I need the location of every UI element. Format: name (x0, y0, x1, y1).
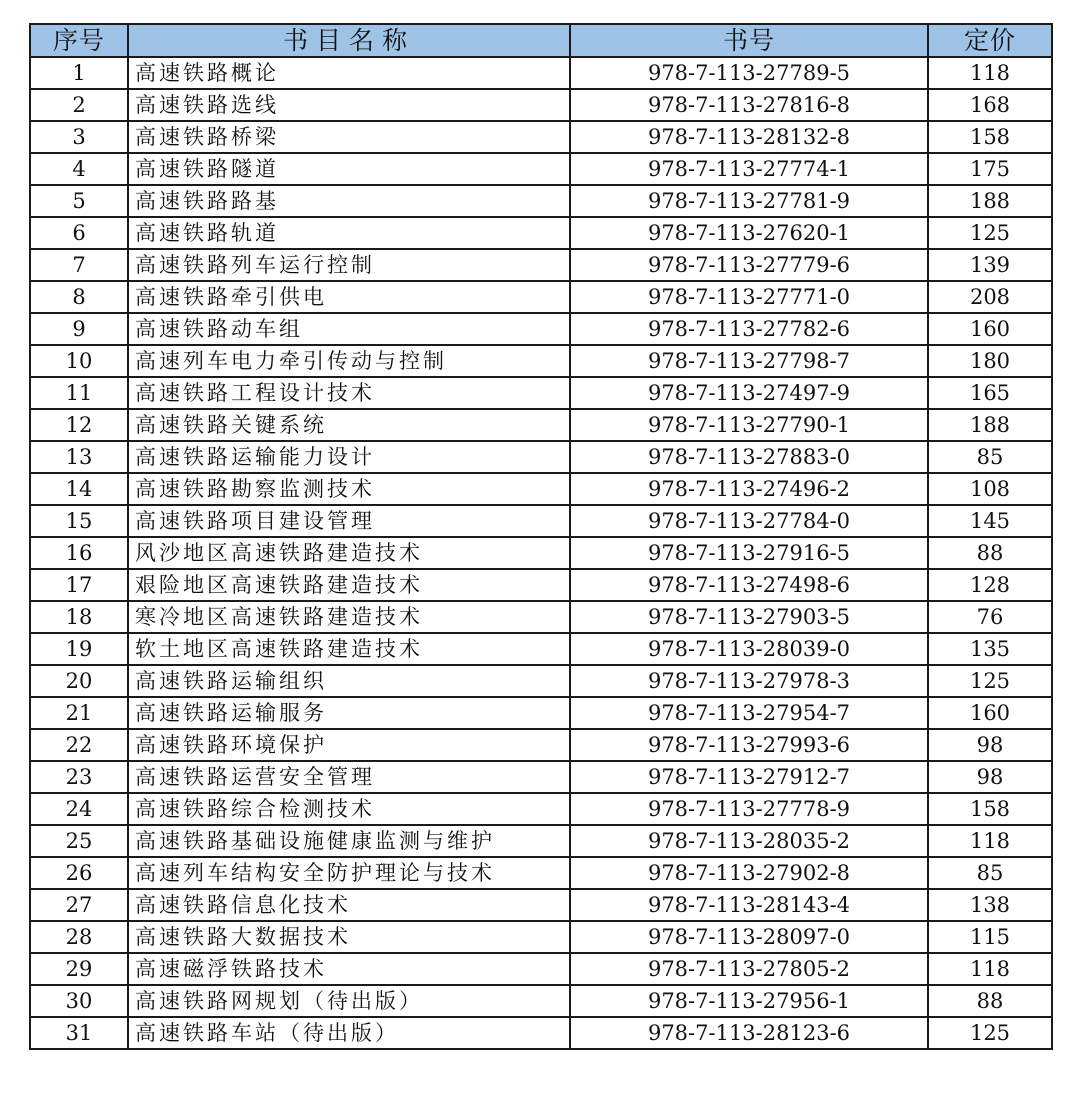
table-body (30, 57, 1052, 1049)
cell-title: 艰险地区高速铁路建造技术 (128, 569, 570, 601)
cell-title: 高速铁路大数据技术 (128, 921, 570, 953)
cell-isbn: 978-7-113-27781-9 (570, 185, 928, 217)
cell-no: 7 (30, 249, 128, 281)
cell-title: 高速铁路车站（待出版） (128, 1017, 570, 1049)
table-row (30, 185, 1052, 217)
cell-title: 高速铁路运输组织 (128, 665, 570, 697)
cell-price: 160 (928, 697, 1052, 729)
cell-isbn: 978-7-113-27774-1 (570, 153, 928, 185)
cell-isbn: 978-7-113-27912-7 (570, 761, 928, 793)
cell-no: 1 (30, 57, 128, 89)
cell-price: 76 (928, 601, 1052, 633)
cell-isbn: 978-7-113-28143-4 (570, 889, 928, 921)
cell-isbn: 978-7-113-28035-2 (570, 825, 928, 857)
table-row (30, 473, 1052, 505)
table-row (30, 281, 1052, 313)
cell-title: 高速铁路信息化技术 (128, 889, 570, 921)
cell-price: 98 (928, 729, 1052, 761)
table-row (30, 921, 1052, 953)
cell-price: 125 (928, 1017, 1052, 1049)
table-row (30, 633, 1052, 665)
header-no: 序号 (30, 24, 128, 57)
cell-title: 高速铁路勘察监测技术 (128, 473, 570, 505)
header-title: 书目名称 (128, 24, 570, 57)
cell-no: 31 (30, 1017, 128, 1049)
cell-title: 寒冷地区高速铁路建造技术 (128, 601, 570, 633)
cell-no: 11 (30, 377, 128, 409)
cell-price: 168 (928, 89, 1052, 121)
cell-isbn: 978-7-113-27916-5 (570, 537, 928, 569)
cell-no: 10 (30, 345, 128, 377)
cell-isbn: 978-7-113-27496-2 (570, 473, 928, 505)
table-row (30, 729, 1052, 761)
table-row (30, 569, 1052, 601)
cell-isbn: 978-7-113-27902-8 (570, 857, 928, 889)
table-row (30, 89, 1052, 121)
cell-isbn: 978-7-113-27784-0 (570, 505, 928, 537)
cell-no: 5 (30, 185, 128, 217)
table-row (30, 505, 1052, 537)
cell-price: 139 (928, 249, 1052, 281)
cell-isbn: 978-7-113-27805-2 (570, 953, 928, 985)
cell-price: 160 (928, 313, 1052, 345)
cell-title: 高速铁路运营安全管理 (128, 761, 570, 793)
cell-title: 软土地区高速铁路建造技术 (128, 633, 570, 665)
cell-no: 13 (30, 441, 128, 473)
cell-no: 23 (30, 761, 128, 793)
cell-no: 20 (30, 665, 128, 697)
book-list-table (29, 23, 1053, 1050)
cell-title: 高速铁路列车运行控制 (128, 249, 570, 281)
cell-no: 8 (30, 281, 128, 313)
table-row (30, 121, 1052, 153)
cell-price: 128 (928, 569, 1052, 601)
cell-isbn: 978-7-113-27790-1 (570, 409, 928, 441)
cell-title: 高速铁路运输服务 (128, 697, 570, 729)
cell-no: 25 (30, 825, 128, 857)
cell-isbn: 978-7-113-28132-8 (570, 121, 928, 153)
cell-price: 175 (928, 153, 1052, 185)
cell-no: 16 (30, 537, 128, 569)
table-row (30, 345, 1052, 377)
cell-no: 9 (30, 313, 128, 345)
table-row (30, 953, 1052, 985)
cell-no: 3 (30, 121, 128, 153)
cell-no: 27 (30, 889, 128, 921)
cell-price: 138 (928, 889, 1052, 921)
cell-no: 26 (30, 857, 128, 889)
table-row (30, 857, 1052, 889)
table-row (30, 697, 1052, 729)
table-row (30, 249, 1052, 281)
table-row (30, 57, 1052, 89)
cell-title: 高速铁路项目建设管理 (128, 505, 570, 537)
cell-no: 28 (30, 921, 128, 953)
table-row (30, 985, 1052, 1017)
cell-isbn: 978-7-113-27771-0 (570, 281, 928, 313)
cell-isbn: 978-7-113-27789-5 (570, 57, 928, 89)
cell-title: 高速铁路选线 (128, 89, 570, 121)
cell-title: 风沙地区高速铁路建造技术 (128, 537, 570, 569)
header-row (30, 24, 1052, 57)
cell-title: 高速铁路综合检测技术 (128, 793, 570, 825)
cell-no: 30 (30, 985, 128, 1017)
cell-price: 125 (928, 665, 1052, 697)
cell-no: 15 (30, 505, 128, 537)
table-row (30, 153, 1052, 185)
cell-isbn: 978-7-113-27816-8 (570, 89, 928, 121)
cell-title: 高速铁路运输能力设计 (128, 441, 570, 473)
table-row (30, 377, 1052, 409)
cell-isbn: 978-7-113-28123-6 (570, 1017, 928, 1049)
cell-price: 208 (928, 281, 1052, 313)
cell-title: 高速列车电力牵引传动与控制 (128, 345, 570, 377)
table-row (30, 313, 1052, 345)
cell-isbn: 978-7-113-27779-6 (570, 249, 928, 281)
cell-title: 高速铁路牵引供电 (128, 281, 570, 313)
cell-price: 88 (928, 985, 1052, 1017)
cell-title: 高速铁路关键系统 (128, 409, 570, 441)
cell-price: 180 (928, 345, 1052, 377)
cell-price: 108 (928, 473, 1052, 505)
header-isbn: 书号 (570, 24, 928, 57)
cell-price: 118 (928, 953, 1052, 985)
table-row (30, 601, 1052, 633)
cell-price: 158 (928, 121, 1052, 153)
cell-isbn: 978-7-113-28097-0 (570, 921, 928, 953)
cell-no: 29 (30, 953, 128, 985)
header-price: 定价 (928, 24, 1052, 57)
table-row (30, 217, 1052, 249)
table-row (30, 761, 1052, 793)
cell-isbn: 978-7-113-27956-1 (570, 985, 928, 1017)
table-row (30, 793, 1052, 825)
cell-isbn: 978-7-113-28039-0 (570, 633, 928, 665)
cell-title: 高速铁路工程设计技术 (128, 377, 570, 409)
cell-title: 高速铁路环境保护 (128, 729, 570, 761)
cell-isbn: 978-7-113-27993-6 (570, 729, 928, 761)
cell-title: 高速铁路路基 (128, 185, 570, 217)
cell-price: 118 (928, 57, 1052, 89)
table-row (30, 665, 1052, 697)
cell-price: 135 (928, 633, 1052, 665)
cell-no: 2 (30, 89, 128, 121)
cell-title: 高速铁路隧道 (128, 153, 570, 185)
cell-price: 85 (928, 441, 1052, 473)
cell-title: 高速铁路轨道 (128, 217, 570, 249)
table-row (30, 1017, 1052, 1049)
table-row (30, 537, 1052, 569)
cell-title: 高速铁路动车组 (128, 313, 570, 345)
cell-title: 高速列车结构安全防护理论与技术 (128, 857, 570, 889)
cell-price: 188 (928, 185, 1052, 217)
cell-isbn: 978-7-113-27498-6 (570, 569, 928, 601)
cell-no: 18 (30, 601, 128, 633)
cell-price: 158 (928, 793, 1052, 825)
cell-isbn: 978-7-113-27620-1 (570, 217, 928, 249)
cell-title: 高速铁路概论 (128, 57, 570, 89)
cell-title: 高速铁路桥梁 (128, 121, 570, 153)
cell-no: 21 (30, 697, 128, 729)
cell-price: 85 (928, 857, 1052, 889)
cell-title: 高速磁浮铁路技术 (128, 953, 570, 985)
cell-price: 88 (928, 537, 1052, 569)
cell-title: 高速铁路网规划（待出版） (128, 985, 570, 1017)
cell-isbn: 978-7-113-27782-6 (570, 313, 928, 345)
cell-price: 125 (928, 217, 1052, 249)
cell-isbn: 978-7-113-27883-0 (570, 441, 928, 473)
table-row (30, 825, 1052, 857)
cell-isbn: 978-7-113-27954-7 (570, 697, 928, 729)
cell-price: 115 (928, 921, 1052, 953)
table-row (30, 409, 1052, 441)
cell-no: 6 (30, 217, 128, 249)
cell-no: 24 (30, 793, 128, 825)
cell-isbn: 978-7-113-27903-5 (570, 601, 928, 633)
cell-no: 19 (30, 633, 128, 665)
cell-title: 高速铁路基础设施健康监测与维护 (128, 825, 570, 857)
cell-no: 12 (30, 409, 128, 441)
cell-price: 98 (928, 761, 1052, 793)
cell-no: 14 (30, 473, 128, 505)
cell-price: 145 (928, 505, 1052, 537)
cell-price: 165 (928, 377, 1052, 409)
cell-isbn: 978-7-113-27978-3 (570, 665, 928, 697)
table-row (30, 889, 1052, 921)
cell-no: 22 (30, 729, 128, 761)
table-row (30, 441, 1052, 473)
cell-isbn: 978-7-113-27798-7 (570, 345, 928, 377)
cell-no: 4 (30, 153, 128, 185)
cell-price: 188 (928, 409, 1052, 441)
cell-price: 118 (928, 825, 1052, 857)
cell-isbn: 978-7-113-27497-9 (570, 377, 928, 409)
cell-isbn: 978-7-113-27778-9 (570, 793, 928, 825)
cell-no: 17 (30, 569, 128, 601)
